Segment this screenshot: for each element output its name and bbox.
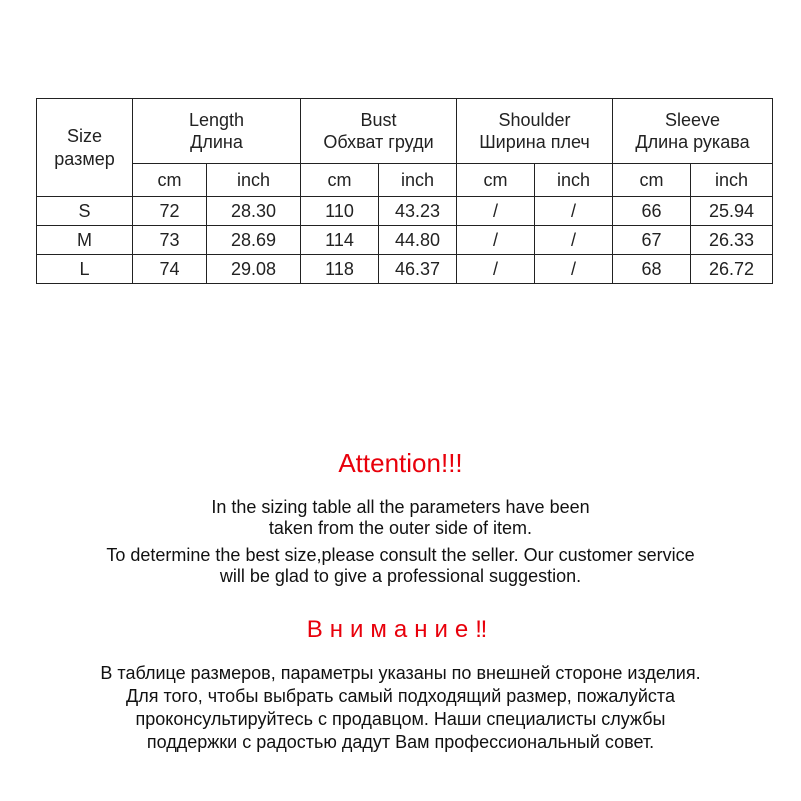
size-header-en: Size (66, 126, 102, 146)
bust-header-ru: Обхват груди (323, 132, 434, 152)
size-table (36, 98, 773, 284)
unit-cell: cm (133, 164, 207, 197)
table-row (37, 226, 773, 255)
unit-cell: cm (613, 164, 691, 197)
sleeve-header-cell (613, 99, 773, 164)
attention-text-en (0, 497, 801, 587)
value-cell: 114 (301, 226, 379, 255)
value-cell: 68 (613, 255, 691, 284)
value-cell: 26.72 (691, 255, 773, 284)
value-cell: / (535, 197, 613, 226)
shoulder-header-en: Shoulder (498, 109, 571, 130)
value-cell: 44.80 (379, 226, 457, 255)
value-cell: 66 (613, 197, 691, 226)
unit-cell: inch (207, 164, 301, 197)
value-cell: 72 (133, 197, 207, 226)
unit-cell: inch (379, 164, 457, 197)
size-cell: S (37, 197, 133, 226)
value-cell: 110 (301, 197, 379, 226)
value-cell: 25.94 (691, 197, 773, 226)
shoulder-header-ru: Ширина плеч (479, 132, 590, 152)
table-unit-row (37, 164, 773, 197)
attention-text-ru (0, 662, 801, 754)
value-cell: 67 (613, 226, 691, 255)
unit-cell: cm (457, 164, 535, 197)
notice-line: Для того, чтобы выбрать самый подходящий размер, пожалуйста (126, 686, 675, 706)
value-cell: / (457, 255, 535, 284)
shoulder-header-cell (457, 99, 613, 164)
value-cell: 46.37 (379, 255, 457, 284)
value-cell: / (457, 226, 535, 255)
length-header-ru: Длина (190, 132, 243, 152)
notice-line: проконсультируйтесь с продавцом. Наши специалисты службы (135, 709, 666, 729)
value-cell: 74 (133, 255, 207, 284)
table-group-header-row (37, 99, 773, 164)
bust-header-en: Bust (360, 109, 397, 130)
table-row (37, 197, 773, 226)
notice-line: taken from the outer side of item. (268, 518, 533, 538)
table-row (37, 255, 773, 284)
value-cell: 28.30 (207, 197, 301, 226)
value-cell: 43.23 (379, 197, 457, 226)
value-cell: 28.69 (207, 226, 301, 255)
size-header-ru: размер (54, 148, 115, 169)
attention-title-ru: Внимание‼ (306, 616, 495, 643)
length-header-en: Length (188, 109, 245, 130)
unit-cell: inch (535, 164, 613, 197)
sleeve-header-ru: Длина рукава (635, 132, 750, 152)
unit-cell: inch (691, 164, 773, 197)
notice-line: In the sizing table all the parameters have been (211, 497, 590, 517)
value-cell: 29.08 (207, 255, 301, 284)
notice-line: To determine the best size,please consult the seller. Our customer service (106, 545, 695, 565)
length-header-cell (133, 99, 301, 164)
bust-header-cell (301, 99, 457, 164)
value-cell: / (535, 226, 613, 255)
size-header-cell (37, 99, 133, 197)
value-cell: / (535, 255, 613, 284)
value-cell: 26.33 (691, 226, 773, 255)
value-cell: 73 (133, 226, 207, 255)
size-cell: M (37, 226, 133, 255)
value-cell: / (457, 197, 535, 226)
notice-line: В таблице размеров, параметры указаны по внешней стороне изделия. (100, 663, 701, 683)
unit-cell: cm (301, 164, 379, 197)
value-cell: 118 (301, 255, 379, 284)
sleeve-header-en: Sleeve (664, 109, 721, 130)
size-cell: L (37, 255, 133, 284)
attention-title: Attention!!! (338, 448, 463, 478)
notice-line: will be glad to give a professional suggestion. (219, 566, 582, 586)
notice-line: поддержки с радостью дадут Вам профессиональный совет. (146, 732, 655, 752)
